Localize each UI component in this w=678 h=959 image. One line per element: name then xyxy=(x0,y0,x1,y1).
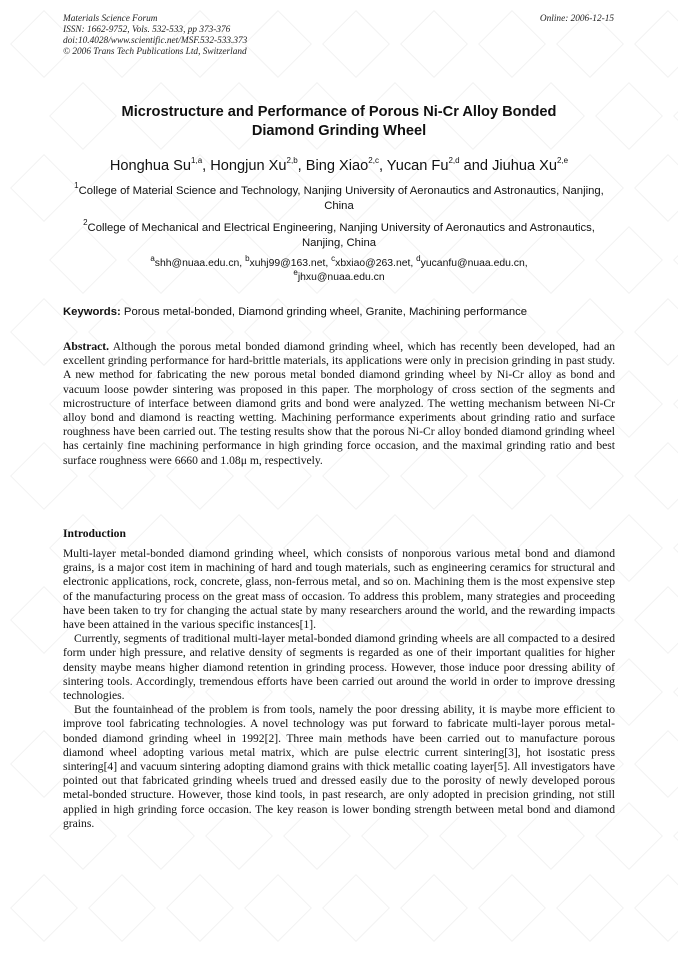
email: $^b$xuhj99@163.net, xyxy=(245,253,332,269)
watermark-diamond xyxy=(673,658,678,726)
keywords-text: Porous metal-bonded, Diamond grinding wheel, Granite, Machining performance xyxy=(120,306,528,318)
author: Jiuhua Xu$^{2,e}$ xyxy=(492,156,569,174)
email: $^a$shh@nuaa.edu.cn, xyxy=(150,253,246,269)
watermark-diamond xyxy=(10,874,78,942)
affiliation-1: $^1$College of Material Science and Technology, Nanjing University of Aeronautics and Astronautics, Nanjing, China xyxy=(74,181,604,212)
paper-title xyxy=(60,103,618,141)
watermark-diamond xyxy=(634,442,678,510)
author-list xyxy=(40,156,638,176)
watermark-diamond xyxy=(478,10,546,78)
watermark-diamond xyxy=(634,154,678,222)
email: $^c$xbxiao@263.net, xyxy=(331,253,417,269)
watermark-diamond xyxy=(634,10,678,78)
author: Yucan Fu$^{2,d}$ and xyxy=(386,156,493,174)
watermark-diamond xyxy=(322,10,390,78)
section-heading-introduction: Introduction xyxy=(63,527,126,540)
title-line-2: Diamond Grinding Wheel xyxy=(251,123,427,139)
watermark-diamond xyxy=(556,874,624,942)
affiliation-2: $^2$College of Mechanical and Electrical Engineering, Nanjing University of Aeronautics and Astronautics, Nanjing, China xyxy=(83,218,595,249)
watermark-diamond xyxy=(244,874,312,942)
journal-header xyxy=(63,14,247,58)
watermark-diamond xyxy=(673,802,678,870)
journal-name: Materials Science Forum xyxy=(63,14,158,24)
watermark-diamond xyxy=(400,10,468,78)
keywords-label: Keywords: xyxy=(63,306,121,318)
watermark-diamond xyxy=(673,226,678,294)
doi-line: doi:10.4028/www.scientific.net/MSF.532-533.373 xyxy=(63,36,248,46)
title-line-1: Microstructure and Performance of Porous Ni-Cr Alloy Bonded xyxy=(121,104,557,120)
paragraph: But the fountainhead of the problem is from tools, namely the poor dressing ability, it is maybe more efficient to improve tool fabricating technologies. A novel technology was put forward to fabricate multi-layer porous metal-bonded diamond grinding wheel in 1992[2]. Three main methods have been carried out to manufacture porous diamond wheel adopting various metal matrix, which are pulse electric current sintering[3], hot isostatic press sintering[4] and vacuum sintering adopting diamond grains with thick metallic coating layer[5]. All investigators have pointed out that fabricated grinding wheels trued and dressed easily due to the porosity of newly developed porous metal-bonded structure. However, those kind tools, in past research, are only adopted in precision grinding, not still applied in high grinding force occasion. The key reason is lower bonding strength between metal bond and diamond grains. xyxy=(63,703,615,830)
online-date: Online: 2006-12-15 xyxy=(539,14,614,24)
watermark-diamond xyxy=(322,874,390,942)
abstract-text: Although the porous metal bonded diamond grinding wheel, which has recently been developed, had an excellent grinding performance for hard-brittle materials, its applications were only in precision grinding in past study. A new method for fabricating the new porous metal bonded diamond grinding wheel by Ni-Cr alloy as bond and vacuum loose powder sintering was proposed in this paper. The morphology of cross section of the segments and microstructure of interface between diamond grits and bond were analyzed. The wetting mechanism between Ni-Cr alloy bond and diamond is reacting wetting. Machining performance experiments about grinding ratio and surface roughness have been carried out. The testing results show that the porous Ni-Cr alloy bonded diamond grinding wheel has certainly fine machining performance in high grinding force occasion, and the maximal grinding ratio and best surface roughness were 6660 and 1.08μ m, respectively. xyxy=(63,340,615,467)
keywords xyxy=(63,305,623,319)
author: Honghua Su$^{1,a}$, xyxy=(109,156,211,174)
watermark-diamond xyxy=(634,730,678,798)
watermark-diamond xyxy=(166,874,234,942)
introduction-body xyxy=(63,547,615,831)
watermark-diamond xyxy=(634,298,678,366)
watermark-diamond xyxy=(244,10,312,78)
watermark-diamond xyxy=(634,586,678,654)
watermark-diamond xyxy=(673,82,678,150)
email: $^d$yucanfu@nuaa.edu.cn, xyxy=(416,253,528,269)
abstract xyxy=(63,340,615,468)
email-list xyxy=(63,253,615,285)
watermark-diamond xyxy=(400,874,468,942)
copyright-line: © 2006 Trans Tech Publications Ltd, Switzerland xyxy=(63,47,247,57)
watermark-diamond xyxy=(673,514,678,582)
watermark-diamond xyxy=(673,370,678,438)
paragraph: Multi-layer metal-bonded diamond grinding wheel, which consists of nonporous various metal bond and diamond grains, is a major cost item in machining of hard and tough materials, such as engineering ceramics for structural and electronic applications, rock, concrete, glass, non-ferrous metal, and so on. Machining them is the most expensive step of the manufacturing process on the great mass of occasion. To address this problem, many strategies and proceeding have been taken to try for changing the actual state by many researchers around the world, and the rewarding impacts have been attained in the various specific instances[1]. xyxy=(63,547,615,632)
author: Bing Xiao$^{2,c}$, xyxy=(305,156,387,174)
watermark-diamond xyxy=(88,874,156,942)
issn-line: ISSN: 1662-9752, Vols. 532-533, pp 373-376 xyxy=(63,25,231,35)
watermark-diamond xyxy=(478,874,546,942)
email: $^e$jhxu@nuaa.edu.cn xyxy=(293,267,385,283)
author: Hongjun Xu$^{2,b}$, xyxy=(210,156,306,174)
paragraph: Currently, segments of traditional multi-layer metal-bonded diamond grinding wheels are all compacted to a desired form under high pressure, and relative density of segments is regarded as one of their important qualities for higher density maybe means higher diamond retention in grinding process. However, those induce poor dressing ability of sintering tools. Accordingly, tremendous efforts have been carried out around the world in order to improve dressing technologies. xyxy=(63,632,615,703)
watermark-diamond xyxy=(634,874,678,942)
abstract-label: Abstract. xyxy=(63,340,110,353)
